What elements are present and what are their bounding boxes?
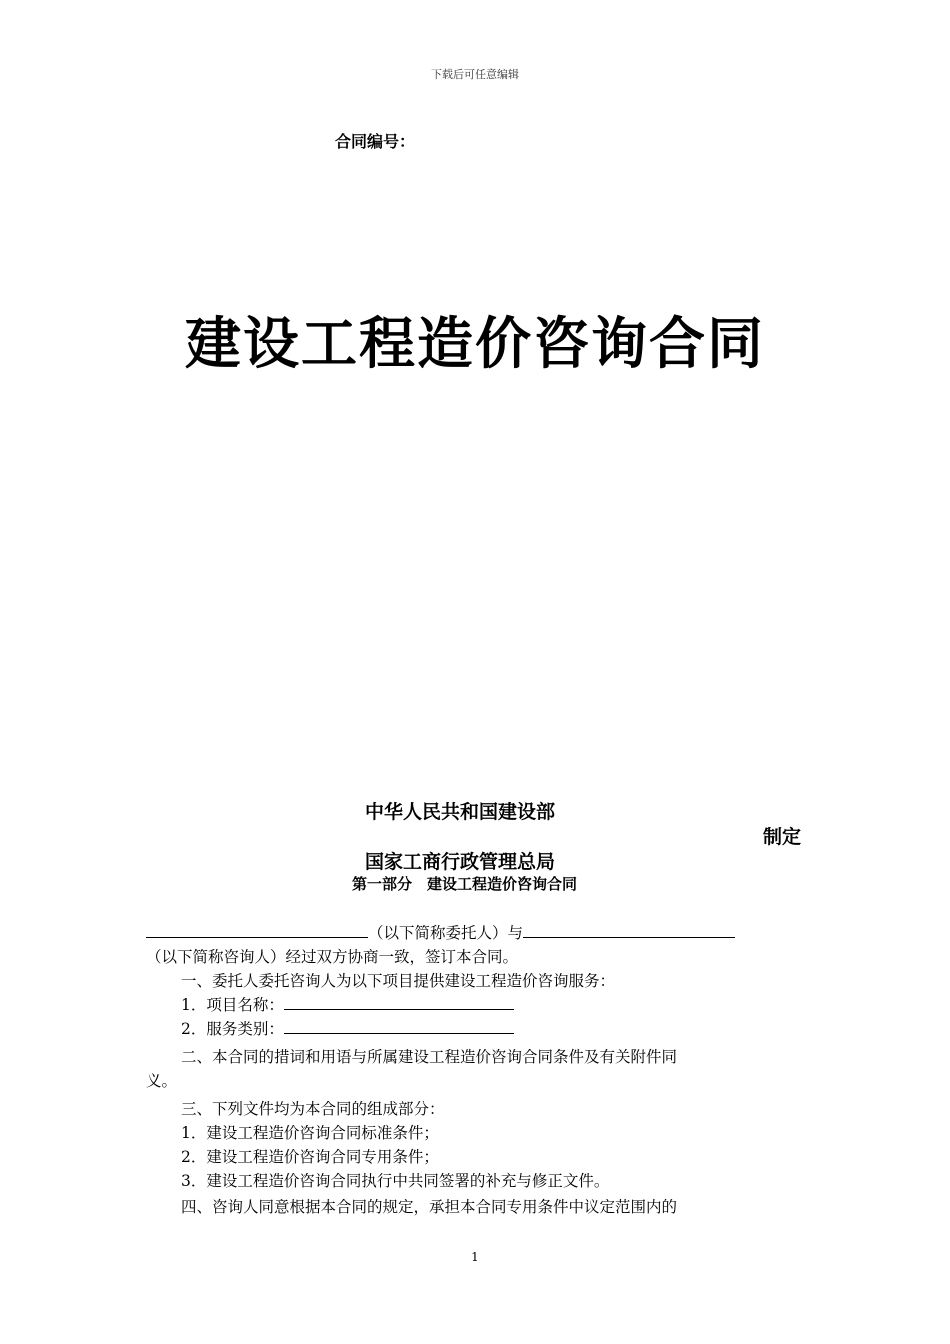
document-item-3: 3．建设工程造价咨询合同执行中共同签署的补充与修正文件。 [181,1172,610,1190]
service-type-label: 2．服务类别： [181,1020,284,1038]
service-type-blank [284,1033,514,1034]
contract-number-label: 合同编号： [335,132,416,151]
clause-4: 四、咨询人同意根据本合同的规定，承担本合同专用条件中议定范围内的 [181,1198,678,1216]
clause-1: 一、委托人委托咨询人为以下项目提供建设工程造价咨询服务： [181,972,616,990]
issuer-saic: 国家工商行政管理总局 [365,851,556,873]
clause-2-line-2: 义。 [146,1072,178,1090]
clause-3: 三、下列文件均为本合同的组成部分： [181,1100,445,1118]
client-name-blank [146,937,368,938]
document-item-2: 2．建设工程造价咨询合同专用条件； [181,1148,439,1166]
intro-line-1-text: （以下简称委托人）与 [368,924,524,942]
consultant-name-blank [523,937,735,938]
part-one-heading: 第一部分 建设工程造价咨询合同 [352,875,578,893]
document-title: 建设工程造价咨询合同 [185,312,765,377]
project-name-label: 1．项目名称： [181,996,284,1014]
page-number: 1 [471,1250,479,1264]
intro-line-2: （以下简称咨询人）经过双方协商一致，签订本合同。 [146,948,519,966]
header-note: 下载后可任意编辑 [431,68,519,81]
clause-2-line-1: 二、本合同的措词和用语与所属建设工程造价咨询合同条件及有关附件同 [181,1048,678,1066]
project-name-row [181,993,514,1017]
issuer-ministry-of-construction: 中华人民共和国建设部 [365,801,556,823]
service-type-row [181,1017,514,1041]
made-by-label: 制定 [763,826,802,848]
project-name-blank [284,1009,514,1010]
intro-line-1 [146,921,735,945]
document-item-1: 1．建设工程造价咨询合同标准条件； [181,1124,439,1142]
